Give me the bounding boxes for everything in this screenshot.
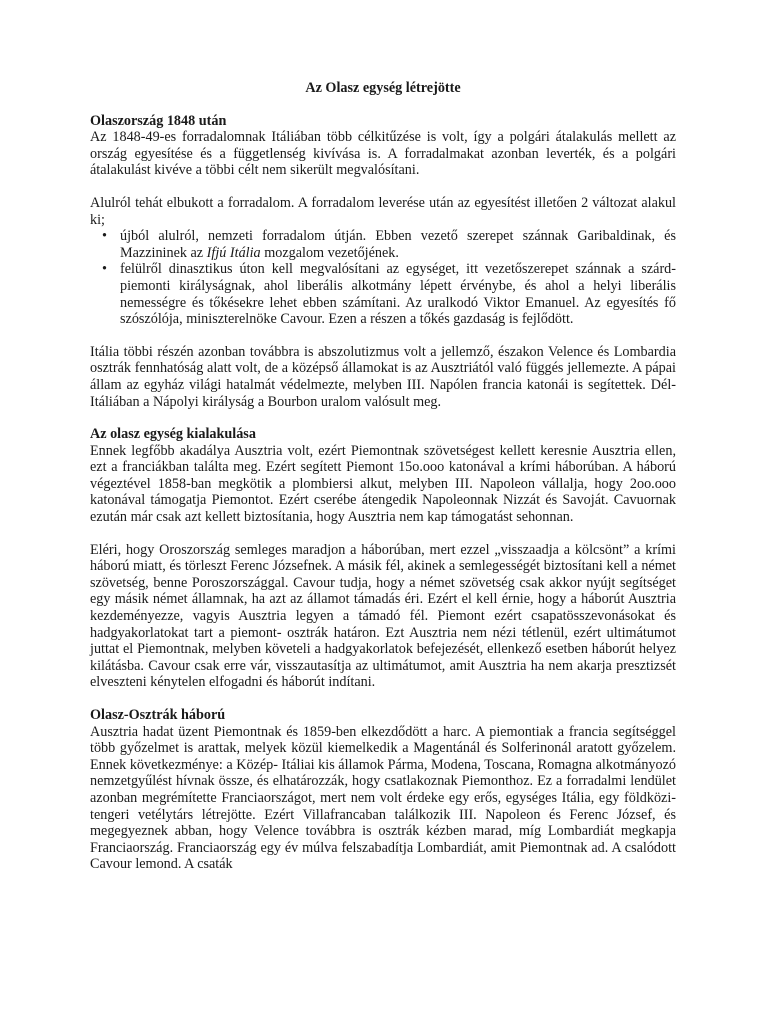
document-page [90,80,676,873]
paragraph: Alulról tehát elbukott a forradalom. A forradalom leverése után az egyesítést illetően 2 változat alakul ki; [90,194,676,228]
bullet-list [90,228,676,328]
bullet-icon: • [102,261,107,278]
document-title: Az Olasz egység létrejötte [305,80,461,96]
paragraph: Az 1848-49-es forradalomnak Itáliában több célkitűzése is volt, így a polgári átalakulás mellett az ország egyesítése és a függetlenség kivívása is. A forradalmakat azonban leverték, és a polgári átalakulást kivéve a többi célt nem sikerült megvalósítani. [90,129,676,179]
section-heading-olasz-osztrak-haboru: Olasz-Osztrák háború [90,707,226,723]
list-item-italic: Ifjú Itália [206,244,261,261]
list-item-text: újból alulról, nemzeti forradalom útján. Ebben vezető szerepet szánnak Garibaldinak, és Mazzininek az [120,228,676,261]
section-heading-olasz-egyseg-kialakulasa: Az olasz egység kialakulása [90,426,256,443]
bullet-icon: • [102,228,107,245]
list-item-text: felülről dinasztikus úton kell megvalósítani az egységet, itt vezetőszerepet szánnak a szárd-piemonti királyságnak, ahol liberális alkotmány lépett érvénybe, és ahol a helyi liberális nemességre és tőkésekre lehet ebben számítani. Az uralkodó Viktor Emanuel. Az egyesítés fő szószólója, miniszterelnöke Cavour. Ezen a részen a tőkés gazdaság is fejlődött. [120,261,676,328]
section-heading-olaszorszag-1848: Olaszország 1848 után [90,112,227,129]
paragraph: Ennek legfőbb akadálya Ausztria volt, ezért Piemontnak szövetségest kellett keresnie Ausztria ellen, ezt a franciákban találta meg. Ezért segített Piemont 15o.ooo katonával a krími háborúban. A háború végeztével 1858-ban megkötik a plombiersi alkut, melyben III. Napoleon vállalja, hogy 2oo.ooo katonával támogatja Piemontot. Ezért cserébe átengedik Napoleonnak Nizzát és Savoját. Cavuornak ezután már csak azt kellett biztosítania, hogy Ausztria nem kap támogatást sehonnan. [90,442,676,526]
paragraph: Ausztria hadat üzent Piemontnak és 1859-ben elkezdődött a harc. A piemontiak a francia segítséggel több győzelmet is arattak, melyek közül kiemelkedik a Magentánál és Solferinonál aratott győzelem. Ennek következménye: a Közép- Itáliai kis államok Párma, Modena, Toscana, Romagna alkotmányozó nemzetgyűlést hívnak össze, és elhatározzák, hogy csatlakoznak Piemonthoz. Ez a forradalmi lendület azonban megrémítette Franciaországot, mert nem volt érdeke egy erős, egységes Itália, egy földközi-tengeri vetélytárs létrejötte. Ezért Villafrancaban találkozik III. Napoleon és Ferenc József, és megegyeznek abban, hogy Velence továbbra is osztrák kézben marad, míg Lombardiát megkapja Franciaország. Franciaország egy év múlva felszabadítja Lombardiát, amit Piemontnak ad. A csalódott Cavour lemond. A csaták [90,723,676,873]
list-item [102,228,676,261]
paragraph: Eléri, hogy Oroszország semleges maradjon a háborúban, mert ezzel „visszaadja a kölcsönt” a krími háború miatt, és törleszt Ferenc Józsefnek. A másik fél, akinek a semlegességét biztosítani kell a német szövetség, benne Poroszországgal. Cavour tudja, hogy a német szövetség csak akkor nyújt segítséget egy másik német államnak, ha azt az államot támadás éri. Ezért el kell érnie, hogy a háborút Ausztria kezdeményezze, vagyis Ausztria legyen a támadó fél. Piemont ezért csapatösszevonásokat és hadgyakorlatokat tart a piemont- osztrák határon. Ezt Ausztria nem nézi tétlenül, ezért ultimátumot juttat el Piemontnak, melyben követeli a hadgyakorlatok befejezését, ellenkező esetben háborút helyez kilátásba. Cavour csak erre vár, visszautasítja az ultimátumot, amit Ausztria ha nem akarja presztizsét elveszteni kénytelen elfogadni és háborút indítani. [90,541,676,691]
list-item [102,261,676,328]
paragraph: Itália többi részén azonban továbbra is abszolutizmus volt a jellemző, északon Velence és Lombardia osztrák fennhatóság alatt volt, de a középső államokat is az Ausztriától való függés jellemezte. A pápai állam az egyház világi hatalmát védelmezte, melyben III. Napólen francia katonái is segítettek. Dél- Itáliában a Nápolyi királyság a Bourbon uralom valósult meg. [90,343,676,410]
list-item-text: mozgalom vezetőjének. [260,244,399,261]
